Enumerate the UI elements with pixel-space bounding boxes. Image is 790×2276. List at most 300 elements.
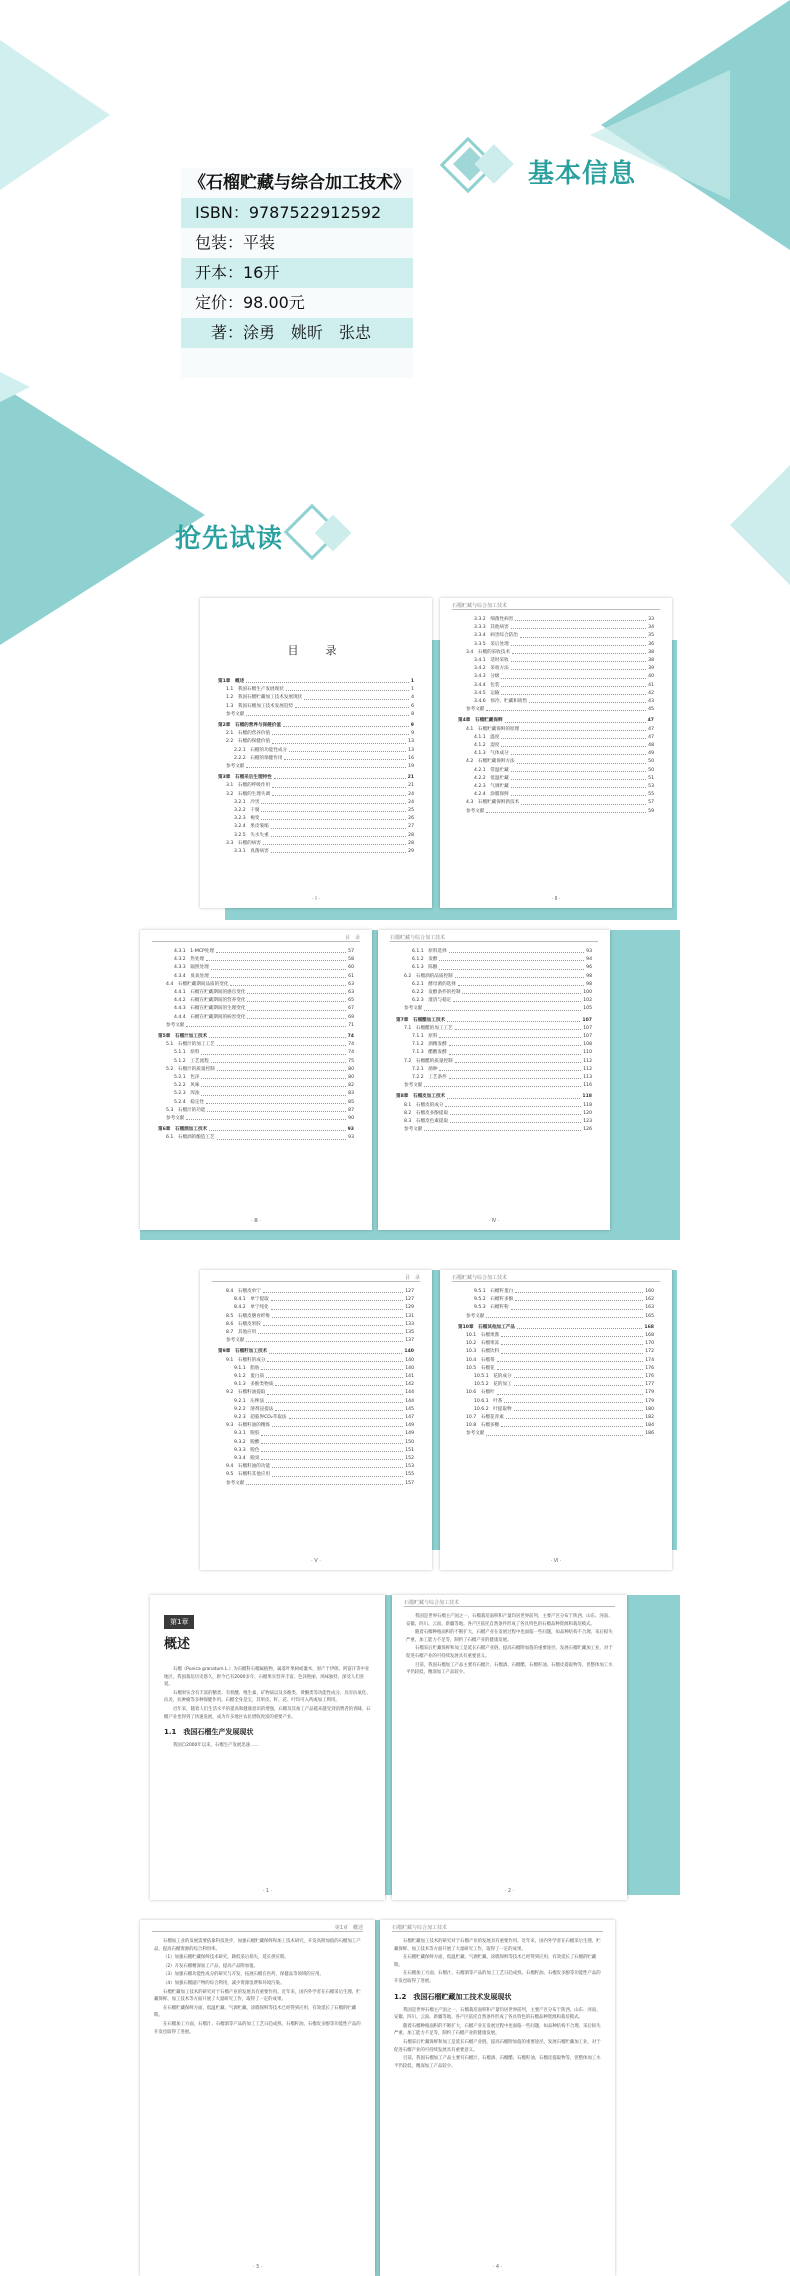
toc-entry (458, 698, 654, 706)
toc-entry-title: 第4章 石榴贮藏保鲜 (458, 718, 503, 724)
body-text (150, 1666, 385, 1721)
toc-page-number: 177 (645, 1382, 654, 1388)
toc-entry-title: 9.3 石榴籽油的精炼 (226, 1423, 271, 1429)
toc-entry-title: 10.5 石榴花 (466, 1365, 495, 1371)
toc-entry (158, 1066, 354, 1074)
toc-title: 目 录 (287, 644, 345, 657)
toc-entry (218, 1304, 414, 1312)
toc-entry-title: 3.4.2 采收方法 (474, 666, 509, 672)
toc-leader (295, 703, 409, 708)
toc-entry (218, 1381, 414, 1389)
toc-entry (218, 1288, 414, 1296)
toc-leader (261, 1447, 403, 1452)
toc-entry (458, 767, 654, 775)
toc-entry-title: 2.2 石榴的保健价值 (226, 739, 271, 745)
paragraph: 随着石榴种植面积的不断扩大，石榴产业在发展过程中也面临一些问题，如品种结构不合理、采后损失严重、加工能力不足等，制约了石榴产业的健康发展。 (394, 2023, 601, 2037)
paragraph: 随着石榴种植面积的不断扩大，石榴产业在发展过程中也面临一些问题，如品种结构不合理、采后损失严重、加工能力不足等，制约了石榴产业的健康发展。 (406, 1630, 613, 1643)
toc-entry-title: 3.4 石榴的采收技术 (466, 649, 511, 655)
toc-entry-title: 4.3.1 1-MCP处理 (174, 949, 214, 954)
toc-entry (458, 1373, 654, 1381)
toc-page-number: 133 (405, 1321, 414, 1327)
toc-page-number: 168 (644, 1324, 654, 1330)
toc-page-number: 24 (408, 799, 414, 805)
toc-entry (396, 948, 592, 956)
toc-page-number: 53 (648, 784, 654, 790)
toc-entry (218, 1357, 414, 1365)
toc-leader (514, 1373, 644, 1378)
toc-page-number: 50 (648, 767, 654, 773)
toc-entry (218, 678, 414, 686)
paragraph: 石榴贮藏加工技术的研究对于石榴产业的发展具有重要作用。近年来，国内外学者在石榴采后生理、贮藏保鲜、加工技术等方面开展了大量研究工作，取得了一定的成果。 (394, 1939, 601, 1952)
toc-entry-title: 3.4.4 包装 (474, 682, 500, 688)
toc-leader (207, 1107, 346, 1112)
toc-entry (158, 973, 354, 981)
toc-entry-title: 10.7 石榴花青素 (466, 1415, 504, 1421)
toc-page-number: 75 (348, 1058, 354, 1064)
paragraph: 石榴采后贮藏保鲜和加工是延长石榴产业链、提高石榴附加值的重要途径。发展石榴贮藏加工业，对于促进石榴产业的可持续发展具有重要意义。 (406, 1646, 613, 1659)
toc-entry-title: 7.2.1 菌种 (412, 1066, 438, 1072)
toc-entry (218, 703, 414, 711)
toc-entry (458, 1389, 654, 1397)
toc-entry-title: 参考文献 (226, 764, 245, 770)
toc-page-number: 116 (583, 1083, 592, 1089)
toc-entry-title: 9.3.2 脱酸 (234, 1439, 260, 1445)
toc-leader (439, 956, 584, 961)
toc-entry-title: 6.1 石榴酒的酿造工艺 (166, 1135, 215, 1141)
toc-page-number: 50 (648, 759, 654, 765)
toc-page-number: 74 (348, 1050, 354, 1056)
toc-page-number: 142 (405, 1382, 414, 1388)
toc-entry-title: 参考文献 (404, 1083, 423, 1089)
toc-leader (286, 686, 409, 691)
toc-entry-title: 9.5 石榴籽其他应用 (226, 1472, 271, 1478)
toc-leader (272, 791, 406, 796)
toc-entry-title: 2.2.2 石榴的保健作用 (234, 755, 283, 761)
toc-page-number: 144 (405, 1390, 414, 1396)
toc-entry (158, 1005, 354, 1013)
toc-entry (458, 758, 654, 766)
paragraph: （3）加强石榴功能性成分的研究与开发，拓展石榴在医药、保健品等领域的应用。 (163, 1972, 324, 1978)
toc-entry-title: 9.3.4 脱臭 (234, 1456, 260, 1462)
toc-entry (396, 964, 592, 972)
toc-entry-title: 4.4.4 石榴在贮藏期间的病害变化 (174, 1014, 246, 1020)
toc-leader (486, 1313, 643, 1318)
toc-entry (396, 956, 592, 964)
toc-page-number: 48 (648, 743, 654, 749)
toc-page-number: 176 (645, 1365, 654, 1371)
toc-entry-title: 9.2.3 超临界CO₂萃取法 (234, 1415, 287, 1421)
toc-entry-title: 6.1.3 陈酿 (412, 965, 438, 971)
toc-page-number: 45 (648, 707, 654, 713)
book-isbn: ISBN：9787522912592 (181, 198, 413, 228)
toc-entry (458, 673, 654, 681)
toc-entry-title: 4.3.4 臭氧处理 (174, 973, 209, 979)
toc-leader (501, 682, 646, 687)
toc-entry (458, 1365, 654, 1373)
toc-entry-title: 参考文献 (166, 1116, 185, 1122)
toc-entry (218, 840, 414, 848)
toc-entry-title: 9.5.1 石榴籽蛋白 (474, 1289, 514, 1294)
toc-page-number: 85 (348, 1099, 354, 1105)
toc-entry (158, 1041, 354, 1049)
toc-entry-title: 10.3 石榴饮料 (466, 1349, 500, 1355)
toc-entry (158, 1126, 354, 1134)
toc-entry-title: 6.2.2 发酵条件的控制 (412, 990, 461, 996)
toc-entry-title: 10.2 石榴果冻 (466, 1341, 500, 1347)
toc-page-number: 57 (648, 800, 654, 806)
book-page-toc-1: 目 录 第1章 概述 1 1.1 我国石榴生产发展现状 1 1.2 我国石榴贮藏加工技术发展现状 4 1.3 我国石榴加工技术发展趋势 6 参考文献 8 第2章 石榴的营养与保健价值 9 2.1 石榴的营养价值 9 2.2 石榴的保健价值 13 2.2.1 石榴的功能性成分 13 2.2.2 石榴的保健作用 16 参考文献 19 第3章 石榴采后生理特性 21 3.1 石榴的呼吸作用 21 3.2 石榴的生理失调 24 3.2.1 冷害 24 3.2.2 干腐 25 3.2.3 褐变 26 3.2.4 果皮皱缩 27 3.2.5 失水失重 28 3.3 石榴的病害 28 3.3.1 真菌病害 29 · Ⅰ · (200, 598, 432, 908)
toc-entry (458, 783, 654, 791)
toc-page-number: 1 (410, 679, 414, 684)
toc-page-number: 47 (648, 734, 654, 740)
book-page-toc-5: 目 录 8.4 石榴皮单宁 127 8.4.1 单宁提取 127 8.4.2 单宁纯化 129 8.5 石榴皮膳食纤维 131 8.6 石榴皮果胶 133 8.7 其他应用 135 参考文献 137 第9章 石榴籽加工技术 140 9.1 石榴籽的成分 140 9.1.1 脂肪 140 9.1.2 蛋白质 141 9.1.3 多酚类物质 142 9.2 石榴籽油提取 144 9.2.1 压榨法 144 9.2.2 溶剂浸提法 145 9.2.3 超临界CO₂萃取法 147 9.3 石榴籽油的精炼 149 9.3.1 脱胶 149 9.3.2 脱酸 150 9.3.3 脱色 151 9.3.4 脱臭 152 9.4 石榴籽油的功能 153 9.5 石榴籽其他应用 155 参考文献 157 · Ⅴ · (200, 1270, 432, 1570)
paragraph: 石榴采后贮藏保鲜和加工是延长石榴产业链、提高石榴附加值的重要途径。发展石榴贮藏加工业，对于促进石榴产业的可持续发展具有重要意义。 (394, 2039, 601, 2053)
toc-entry (218, 1422, 414, 1430)
toc-leader (271, 848, 406, 853)
toc-page-number: 126 (583, 1127, 592, 1133)
toc-entry (218, 1471, 414, 1479)
toc-page-number: 157 (405, 1480, 414, 1486)
toc-entry-title: 1.3 我国石榴加工技术发展趋势 (226, 703, 294, 709)
toc-entry-title: 3.4.3 分级 (474, 674, 500, 680)
toc-leader (505, 717, 646, 722)
toc-entry (458, 1340, 654, 1348)
toc-entry (218, 1439, 414, 1447)
toc-entry (458, 1348, 654, 1356)
toc-page-number: 49 (648, 751, 654, 757)
toc-entry (458, 1304, 654, 1312)
toc-leader (511, 641, 646, 646)
toc-entry-title: 第8章 石榴皮加工技术 (396, 1094, 446, 1100)
toc-page-number: 93 (347, 1127, 354, 1133)
toc-page-number: 57 (348, 949, 354, 954)
toc-entry (218, 1406, 414, 1414)
toc-page-number: 98 (586, 981, 592, 987)
toc-entry-title: 第7章 石榴醋加工技术 (396, 1017, 446, 1023)
toc-entry (218, 763, 414, 771)
toc-page-number: 165 (645, 1313, 654, 1319)
toc-leader (217, 1066, 346, 1071)
toc-leader (511, 750, 646, 755)
toc-page-number: 140 (405, 1357, 414, 1363)
toc-entry-title: 3.1 石榴的呼吸作用 (226, 783, 271, 789)
toc-leader (230, 981, 346, 986)
top-left-triangle (0, 40, 110, 190)
toc-leader (511, 775, 646, 780)
toc-entry-title: 9.2.1 压榨法 (234, 1398, 265, 1404)
toc-entry (458, 1288, 654, 1296)
toc-leader (201, 1074, 346, 1079)
toc-entry-title: 7.2 石榴醋的质量控制 (404, 1058, 453, 1064)
body-text (380, 1938, 615, 1986)
toc-entry (458, 1357, 654, 1365)
paragraph: 在石榴加工方面，石榴汁、石榴酒等产品的加工工艺日趋成熟，石榴籽油、石榴皮多酚等功能性产品的开发也取得了进展。 (394, 1971, 601, 1984)
toc-page-number: 152 (405, 1456, 414, 1462)
toc-entry (218, 722, 414, 730)
toc-page-number: 94 (586, 957, 592, 963)
toc-entry (458, 706, 654, 714)
toc-leader (497, 1365, 644, 1370)
toc-page-number: 131 (405, 1313, 414, 1319)
toc-entry-title: 参考文献 (466, 707, 485, 713)
toc-page-number: 172 (645, 1349, 654, 1355)
toc-entry-title: 9.3.1 脱胶 (234, 1431, 260, 1437)
toc-leader (455, 973, 584, 978)
toc-entry-title: 参考文献 (226, 1480, 245, 1486)
toc-page-number: 107 (583, 1025, 592, 1031)
toc-leader (497, 1357, 644, 1362)
toc-entry (458, 717, 654, 725)
toc-entry-title: 3.2.5 失水失重 (234, 832, 269, 838)
toc-page-number: 33 (648, 617, 654, 622)
toc-entry (458, 649, 654, 657)
body-text (140, 1938, 375, 1988)
toc-entry (458, 1398, 654, 1406)
toc-entry (396, 1049, 592, 1057)
toc-entry-title: 7.1 石榴醋的加工工艺 (404, 1025, 453, 1031)
page-header: 第1章 概述 (152, 1924, 363, 1932)
toc-leader (424, 1082, 581, 1087)
toc-page-number: 93 (348, 1135, 354, 1141)
toc-page-number: 179 (645, 1398, 654, 1404)
toc-leader (271, 1296, 404, 1301)
toc-entry (218, 1365, 414, 1373)
toc-entry (158, 1014, 354, 1022)
toc-page-number: 118 (583, 1102, 592, 1108)
toc-page-number: 29 (408, 849, 414, 855)
toc-leader (261, 807, 406, 812)
toc-leader (449, 1049, 582, 1054)
toc-page-number: 87 (348, 1107, 354, 1113)
toc-entry-title: 4.2.3 气调贮藏 (474, 784, 509, 790)
toc-entry (158, 1107, 354, 1115)
toc-leader (246, 678, 409, 683)
toc-entry (218, 1337, 414, 1345)
toc-page-number: 182 (645, 1415, 654, 1421)
toc-entry-title: 9.5.3 石榴籽粉 (474, 1305, 509, 1311)
toc-entry (396, 1041, 592, 1049)
toc-page-number: 28 (408, 832, 414, 838)
toc-entry (158, 1033, 354, 1041)
toc-leader (449, 1041, 582, 1046)
toc-page-number: 127 (405, 1289, 414, 1294)
toc-entry-title: 8.4.2 单宁纯化 (234, 1305, 269, 1311)
toc-leader (515, 1296, 643, 1301)
toc-leader (501, 1348, 643, 1353)
toc-leader (511, 791, 646, 796)
toc-entry (218, 1480, 414, 1488)
section-title-preview: 抢先试读 (175, 524, 284, 554)
toc-entry-title: 参考文献 (466, 808, 485, 814)
toc-entry-title: 2.1 石榴的营养价值 (226, 731, 271, 737)
toc-entry (396, 1058, 592, 1066)
toc-leader (261, 815, 406, 820)
toc-leader (209, 1033, 345, 1038)
toc-entry (218, 807, 414, 815)
toc-page-number: 170 (645, 1341, 654, 1347)
toc-entry (218, 1455, 414, 1463)
toc-entry (458, 1414, 654, 1422)
toc-entry-title: 10.8 石榴多糖 (466, 1423, 500, 1429)
toc-entry-title: 3.2.3 褐变 (234, 816, 260, 822)
toc-entry-title: 7.1.1 原料 (412, 1034, 438, 1040)
toc-page-number: 149 (405, 1423, 414, 1429)
toc-page-number: 163 (645, 1305, 654, 1311)
toc-page-number: 38 (648, 649, 654, 655)
toc-leader (511, 767, 646, 772)
toc-entry-title: 5.1.1 原料 (174, 1050, 200, 1056)
toc-list (440, 616, 672, 816)
toc-page-number: 108 (583, 1042, 592, 1048)
toc-leader (261, 1455, 403, 1460)
book-price: 定价：98.00元 (195, 293, 305, 312)
toc-entry (458, 1406, 654, 1414)
toc-page-number: 112 (583, 1066, 592, 1072)
toc-page-number: 168 (645, 1333, 654, 1339)
toc-entry (396, 989, 592, 997)
toc-entry-title: 参考文献 (404, 1127, 423, 1133)
toc-entry (396, 1017, 592, 1025)
toc-page-number: 110 (583, 1050, 592, 1056)
toc-entry (458, 632, 654, 640)
toc-page-number: 28 (408, 840, 414, 846)
toc-entry-title: 8.2 石榴皮多酚提取 (404, 1110, 449, 1116)
toc-entry-title: 参考文献 (466, 1313, 485, 1319)
toc-leader (211, 964, 346, 969)
toc-leader (272, 738, 406, 743)
toc-page-number: 112 (583, 1058, 592, 1064)
toc-leader (246, 763, 406, 768)
paragraph: 目前，我国石榴加工产品主要有石榴汁、石榴酒、石榴醋、石榴籽油、石榴皮提取物等，但整体加工水平仍较低，精深加工产品较少。 (394, 2056, 601, 2069)
toc-entry (458, 775, 654, 783)
toc-page-number: 179 (645, 1390, 654, 1396)
toc-entry-title: 10.6 石榴叶 (466, 1390, 495, 1396)
book-page-toc-3: 目 录 4.3.1 1-MCP处理 57 4.3.2 热处理 58 4.3.3 辐照处理 60 4.3.4 臭氧处理 61 4.4 石榴贮藏期间品质的变化 63 4.4.1 石榴在贮藏期间的感官变化 63 4.4.2 石榴在贮藏期间的营养变化 65 4.4.3 石榴在贮藏期间的生理变化 67 4.4.4 石榴在贮藏期间的病害变化 69 参考文献 71 第5章 石榴汁加工技术 74 5.1 石榴汁的加工工艺 74 5.1.1 原料 74 5.1.2 工艺流程 75 5.2 石榴汁的质量控制 80 5.2.1 色泽 80 5.2.2 风味 82 5.2.3 浑浊 83 5.2.4 稳定性 85 5.3 石榴汁的功能 87 参考文献 90 第6章 石榴酒加工技术 93 6.1 石榴酒的酿造工艺 93 · Ⅲ · (140, 930, 372, 1230)
toc-page-number: 93 (586, 949, 592, 954)
toc-entry (158, 997, 354, 1005)
toc-page-number: 35 (648, 633, 654, 639)
toc-entry (158, 948, 354, 956)
toc-entry-title: 4.3.3 辐照处理 (174, 965, 209, 971)
toc-page-number: 90 (348, 1116, 354, 1122)
toc-leader (247, 989, 346, 994)
toc-leader (506, 1414, 643, 1419)
body-text: 我国自2000年以来，石榴生产发展迅速…… (173, 1743, 259, 1749)
toc-page-number: 150 (405, 1439, 414, 1445)
toc-leader (521, 726, 646, 731)
toc-entry (218, 738, 414, 746)
toc-leader (272, 1422, 403, 1427)
toc-leader (501, 1340, 643, 1345)
book-page-chapter-1: 第1章 概述 石榴（Punica granatum L.）为石榴科石榴属植物，属落叶果树或灌木，原产于伊朗、阿富汗等中亚地区，我国栽培历史悠久，距今已有2000多年，石榴果实营养丰富，色泽艳丽，风味独特，深受人们喜爱。 石榴果实含有丰富的糖类、有机酸、维生素、矿物质以及多酚类、黄酮类等功能性成分，具有抗氧化、抗炎、抗肿瘤等多种保健作用。石榴全身是宝，其果皮、籽、花、叶均可入药或加工利用。 近年来，随着人们生活水平的提高和健康意识的增强，石榴及其加工产品越来越受到消费者的青睐，石榴产业也得到了快速发展，成为许多地区农民增收致富的重要产业。 1.1 我国石榴生产发展现状 我国自2000年以来，石榴生产发展迅速…… · 1 · (150, 1595, 385, 1900)
toc-leader (258, 1329, 403, 1334)
toc-page-number: 69 (348, 1014, 354, 1020)
toc-entry-title: 第9章 石榴籽加工技术 (218, 1349, 268, 1355)
toc-entry (458, 1422, 654, 1430)
toc-page-number: 80 (348, 1075, 354, 1081)
toc-leader (261, 1365, 403, 1370)
toc-entry (218, 799, 414, 807)
toc-entry-title: 4.4.1 石榴在贮藏期间的感官变化 (174, 990, 246, 996)
toc-page-number: 120 (583, 1110, 592, 1116)
toc-entry-title: 4.1.1 温度 (474, 734, 500, 740)
page-header: 目 录 (152, 934, 360, 942)
toc-entry (458, 1296, 654, 1304)
toc-entry-title: 3.2.2 干腐 (234, 808, 260, 814)
toc-entry-title: 9.1.1 脂肪 (234, 1365, 260, 1371)
toc-entry-title: 6.1.1 原料选择 (412, 949, 447, 954)
toc-leader (517, 758, 646, 763)
book-page-2: 石榴贮藏与综合加工技术 我国是世界石榴主产国之一，石榴栽培面积和产量均居世界前列，主要产区分布于陕西、山东、河南、安徽、四川、云南、新疆等地。各产区依托自然条件形成了各具特色的石榴品种资源和栽培模式。 随着石榴种植面积的不断扩大，石榴产业在发展过程中也面临一些问题，如品种结构不合理、采后损失严重、加工能力不足等，制约了石榴产业的健康发展。 石榴采后贮藏保鲜和加工是延长石榴产业链、提高石榴附加值的重要途径。发展石榴贮藏加工业，对于促进石榴产业的可持续发展具有重要意义。 目前，我国石榴加工产品主要有石榴汁、石榴酒、石榴醋、石榴籽油、石榴皮提取物等，但整体加工水平仍较低，精深加工产品较少。 · 2 · (392, 1595, 627, 1900)
toc-entry-title: 3.3.3 其他病害 (474, 625, 509, 631)
toc-leader (511, 783, 646, 788)
page-header: 石榴贮藏与综合加工技术 (390, 934, 598, 942)
toc-entry-title: 9.1.3 多酚类物质 (234, 1382, 274, 1388)
toc-leader (201, 1090, 346, 1095)
toc-entry (218, 747, 414, 755)
toc-entry-title: 4.1 石榴贮藏保鲜的原理 (466, 726, 520, 732)
toc-page-number: 155 (405, 1472, 414, 1478)
toc-entry-title: 4.4.3 石榴在贮藏期间的生理变化 (174, 1006, 246, 1012)
toc-leader (272, 1471, 403, 1476)
toc-page-number: 145 (405, 1406, 414, 1412)
toc-leader (521, 799, 646, 804)
toc-entry (396, 997, 592, 1005)
toc-leader (424, 1005, 581, 1010)
toc-page-number: 107 (583, 1034, 592, 1040)
toc-page-number: 80 (348, 1066, 354, 1072)
toc-page-number: 13 (408, 739, 414, 745)
toc-leader (269, 1348, 402, 1353)
toc-entry-title: 6.2 石榴酒的品质控制 (404, 973, 453, 979)
toc-leader (284, 755, 406, 760)
toc-page-number: 184 (645, 1423, 654, 1429)
paragraph: 我国是世界石榴主产国之一，石榴栽培面积和产量均居世界前列，主要产区分布于陕西、山东、河南、安徽、四川、云南、新疆等地。各产区依托自然条件形成了各具特色的石榴品种资源和栽培模式。 (406, 1614, 613, 1627)
toc-entry-title: 5.1.2 工艺流程 (174, 1058, 209, 1064)
toc-page-number: 63 (348, 981, 354, 987)
toc-entry-title: 9.1 石榴籽的成分 (226, 1357, 266, 1363)
toc-leader (263, 1288, 403, 1293)
toc-entry (158, 1074, 354, 1082)
toc-entry-title: 10.1 石榴果酱 (466, 1333, 500, 1339)
toc-page-number: 105 (583, 1006, 592, 1012)
toc-page-number: 41 (648, 682, 654, 688)
toc-leader (283, 722, 409, 727)
toc-page-number: 51 (648, 775, 654, 781)
toc-page-number: 9 (410, 723, 414, 729)
toc-leader (439, 1066, 581, 1071)
paragraph: （1）加强石榴贮藏保鲜技术研究，降低采后损失，延长供应期。 (163, 1955, 289, 1961)
toc-entry (396, 1082, 592, 1090)
toc-page-number: 144 (405, 1398, 414, 1404)
book-authors: 著：涂勇 姚昕 张忠 (181, 318, 413, 348)
toc-entry (218, 1447, 414, 1455)
book-format: 开本：16开 (181, 258, 413, 288)
chapter-name: 概述 (164, 1637, 191, 1652)
toc-page-number: 107 (582, 1017, 592, 1023)
toc-page-number: 21 (407, 775, 414, 781)
toc-entry (158, 1049, 354, 1057)
toc-page-number: 74 (348, 1042, 354, 1048)
toc-page-number: 59 (648, 808, 654, 814)
toc-leader (445, 1102, 581, 1107)
toc-page-number: 40 (648, 674, 654, 680)
toc-entry-title: 参考文献 (404, 1006, 423, 1012)
toc-leader (501, 690, 646, 695)
toc-leader (511, 657, 646, 662)
toc-leader (271, 823, 406, 828)
toc-entry (218, 823, 414, 831)
